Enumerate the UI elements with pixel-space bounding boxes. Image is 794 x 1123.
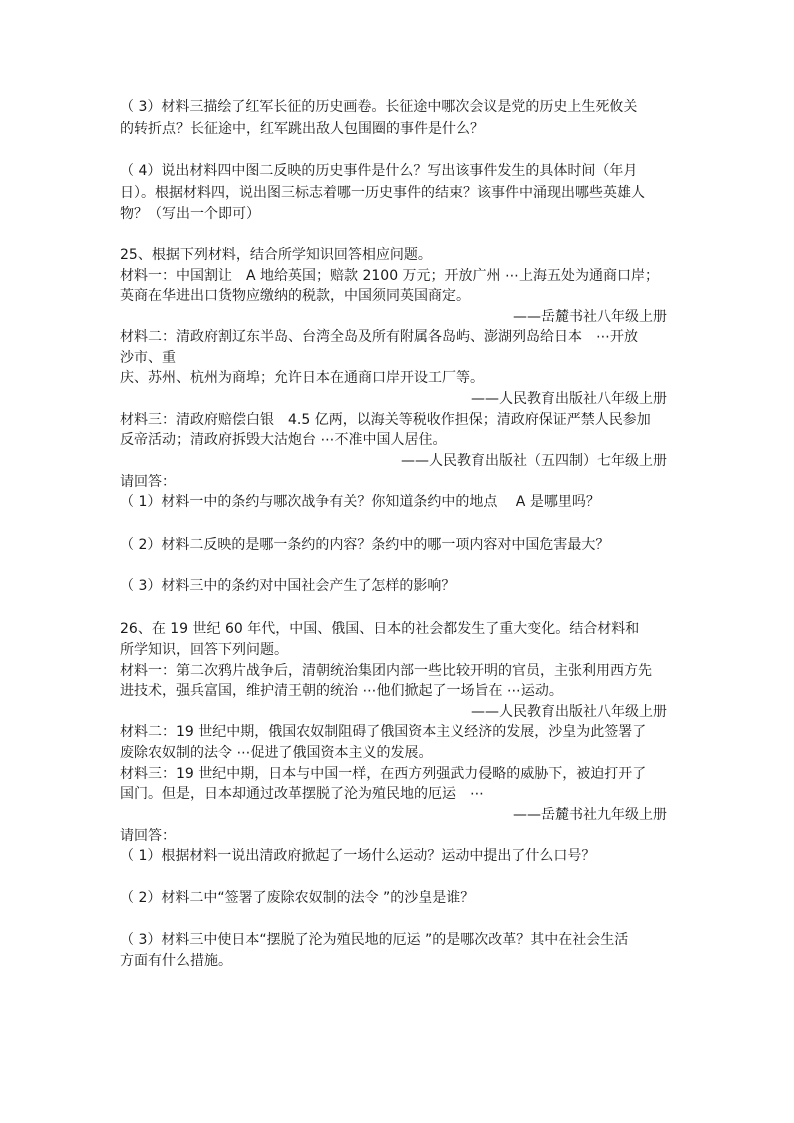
q26-material1-line-2: 进技术，强兵富国，维护清王朝的统治 ⋯他们掀起了一场旨在 ⋯运动。 (120, 683, 563, 699)
q25-material1-line-2: 英商在华进出口货物应缴纳的税款，中国须同英国商定。 (120, 288, 470, 304)
q24-p4-line-3: 物？（写出一个即可） (120, 206, 260, 222)
q25-material2-source: ——人民教育出版社八年级上册 (471, 391, 667, 407)
q26-material3-line-2: 国门。但是，日本却通过改革摆脱了沦为殖民地的厄运 ⋯ (120, 786, 484, 802)
q24-p4-line-1: （ 4）说出材料四中图二反映的历史事件是什么？写出该事件发生的具体时间（年月 (120, 163, 638, 179)
q25-material3-line-1: 材料三：清政府赔偿白银 4.5 亿两，以海关等税收作担保；清政府保证严禁人民参加 (120, 412, 651, 428)
q26-p3-line-1: （ 3）材料三中使日本“摆脱了沦为殖民地的厄运 ”的是哪次改革？其中在社会生活 (120, 932, 629, 948)
q26-material1-source: ——人民教育出版社八年级上册 (471, 704, 667, 720)
q25-p3: （ 3）材料三中的条约对中国社会产生了怎样的影响？ (120, 578, 456, 594)
q26-p3-line-2: 方面有什么措施。 (120, 953, 232, 969)
q25-material2-line-3: 庆、苏州、杭州为商埠；允许日本在通商口岸开设工厂等。 (120, 370, 484, 386)
q26-p1: （ 1）根据材料一说出清政府掀起了一场什么运动？运动中提出了什么口号？ (120, 848, 596, 864)
q24-p4-line-2: 日）。根据材料四，说出图三标志着哪一历史事件的结束？该事件中涌现出哪些英雄人 (120, 185, 645, 201)
q26-material3-line-1: 材料三：19 世纪中期，日本与中国一样，在西方列强武力侵略的威胁下，被迫打开了 (120, 766, 647, 782)
q25-material3-line-2: 反帝活动；清政府拆毁大沽炮台 ⋯不准中国人居住。 (120, 432, 447, 448)
q25-p1: （ 1）材料一中的条约与哪次战争有关？你知道条约中的地点 A 是哪里吗？ (120, 494, 600, 510)
q24-p3-line-2: 的转折点？长征途中，红军跳出敌人包围圈的事件是什么？ (120, 121, 484, 137)
q26-p2: （ 2）材料二中“签署了废除农奴制的法令 ”的沙皇是谁？ (120, 890, 475, 906)
q25-material3-source: ——人民教育出版社（五四制）七年级上册 (401, 453, 667, 469)
q25-material2-line-2: 沙市、重 (120, 350, 176, 366)
q26-title-line-2: 所学知识，回答下列问题。 (120, 642, 288, 658)
q26-title-line-1: 26、在 19 世纪 60 年代，中国、俄国、日本的社会都发生了重大变化。结合材料和 (120, 621, 640, 637)
q25-ask: 请回答： (120, 474, 176, 490)
q26-ask: 请回答： (120, 828, 176, 844)
q26-material3-source: ——岳麓书社九年级上册 (513, 807, 667, 823)
q25-title: 25、根据下列材料，结合所学知识回答相应问题。 (120, 247, 432, 263)
q26-material2-line-2: 废除农奴制的法令 ⋯促进了俄国资本主义的发展。 (120, 745, 433, 761)
q25-material1-line-1: 材料一：中国割让 A 地给英国；赔款 2100 万元；开放广州 ⋯上海五处为通商口岸； (120, 268, 660, 284)
q26-material2-line-1: 材料二：19 世纪中期，俄国农奴制阻碍了俄国资本主义经济的发展，沙皇为此签署了 (120, 724, 647, 740)
q25-material2-line-1: 材料二：清政府割辽东半岛、台湾全岛及所有附属各岛屿、澎湖列岛给日本 ⋯开放 (120, 329, 638, 345)
q25-p2: （ 2）材料二反映的是哪一条约的内容？条约中的哪一项内容对中国危害最大？ (120, 537, 610, 553)
q26-material1-line-1: 材料一：第二次鸦片战争后，清朝统治集团内部一些比较开明的官员，主张利用西方先 (120, 663, 652, 679)
q25-material1-source: ——岳麓书社八年级上册 (513, 309, 667, 325)
q24-p3-line-1: （ 3）材料三描绘了红军长征的历史画卷。长征途中哪次会议是党的历史上生死攸关 (120, 99, 638, 115)
